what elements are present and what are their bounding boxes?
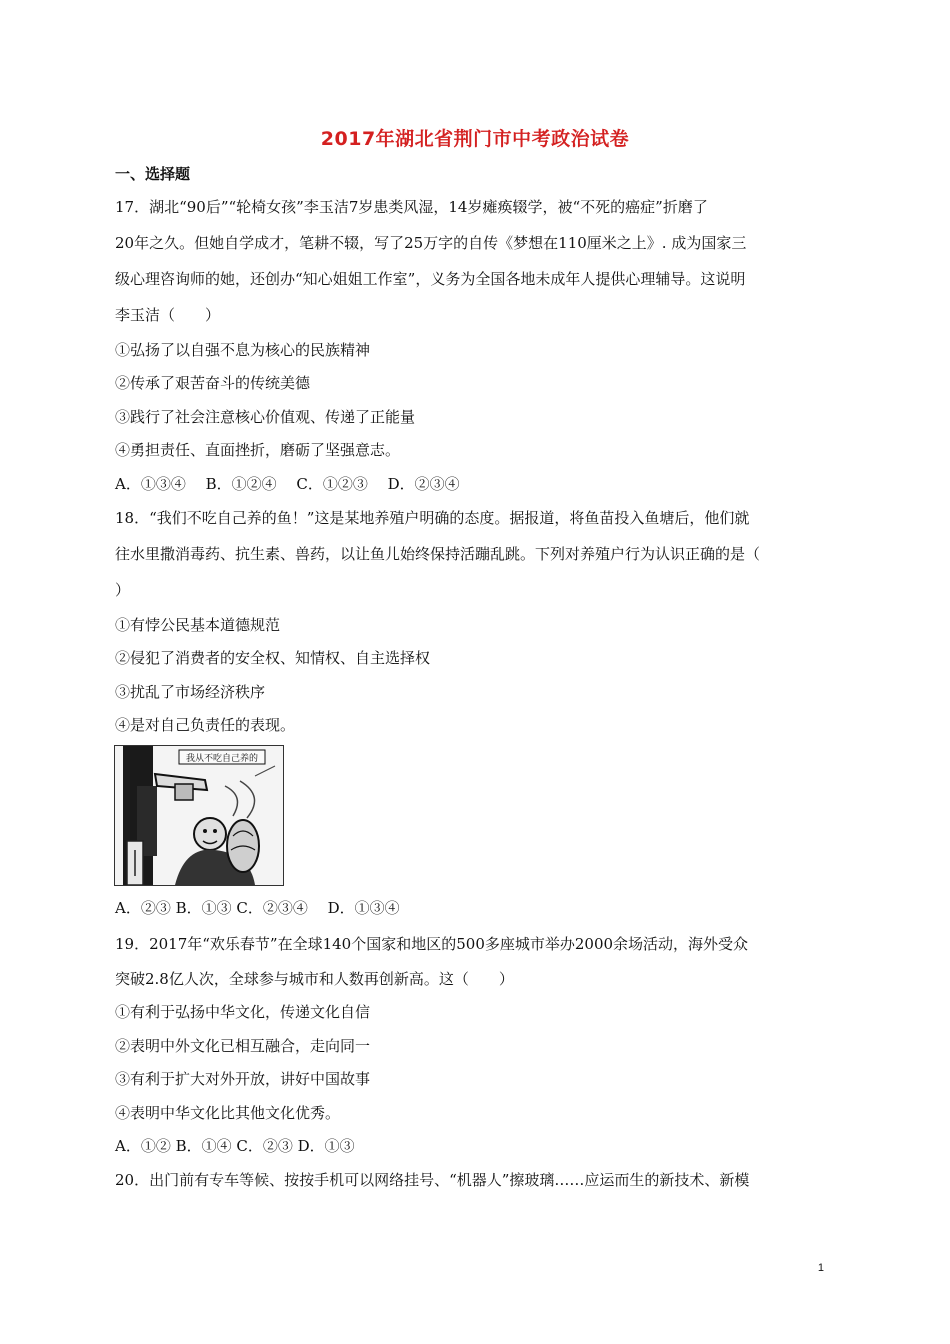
q18-answers: A．②③ B．①③ C．②③④ D．①③④ [115, 899, 400, 917]
q19-option: ③有利于扩大对外开放，讲好中国故事 [115, 1070, 371, 1088]
q19-option: ④表明中华文化比其他文化优秀。 [115, 1104, 341, 1122]
q18-option: ④是对自己负责任的表现。 [115, 716, 296, 734]
q20-text-line: 20．出门前有专车等候、按按手机可以网络挂号、“机器人”擦玻璃……应运而生的新技术、新模 [115, 1171, 750, 1189]
q17-text-line: 20年之久。但她自学成才，笔耕不辍，写了25万字的自传《梦想在110厘米之上》. 成为国家三 [115, 234, 747, 252]
q17-answers: A．①③④ B．①②④ C．①②③ D．②③④ [115, 475, 460, 493]
q19-text-line: 19．2017年“欢乐春节”在全球140个国家和地区的500多座城市举办2000余场活动，海外受众 [115, 935, 749, 953]
q18-text-line: 18．“我们不吃自己养的鱼！”这是某地养殖户明确的态度。据报道，将鱼苗投入鱼塘后，他们就 [115, 509, 750, 527]
q19-option: ①有利于弘扬中华文化，传递文化自信 [115, 1003, 371, 1021]
q17-text-line: 级心理咨询师的她，还创办“知心姐姐工作室”，义务为全国各地未成年人提供心理辅导。这说明 [115, 270, 746, 288]
q17-option: ①弘扬了以自强不息为核心的民族精神 [115, 341, 371, 359]
page-number: 1 [817, 1262, 824, 1274]
q18-text-line: 往水里撒消毒药、抗生素、兽药，以让鱼儿始终保持活蹦乱跳。下列对养殖户行为认识正确的是（ [115, 545, 761, 563]
q19-option: ②表明中外文化已相互融合，走向同一 [115, 1037, 371, 1055]
q18-option: ②侵犯了消费者的安全权、知情权、自主选择权 [115, 649, 431, 667]
q17-text-line: 17．湖北“90后”“轮椅女孩”李玉洁7岁患类风湿，14岁瘫痪辍学，被“不死的癌症”折磨了 [115, 198, 708, 216]
q17-option: ④勇担责任、直面挫折，磨砺了坚强意志。 [115, 441, 401, 459]
page-title: 2017年湖北省荆门市中考政治试卷 [320, 128, 630, 150]
q17-option: ③践行了社会注意核心价值观、传递了正能量 [115, 408, 416, 426]
q17-text-line: 李玉洁（ ） [115, 306, 221, 324]
q18-option: ①有悖公民基本道德规范 [115, 616, 281, 634]
cartoon-caption: 我从不吃自己养的 [185, 754, 259, 764]
q18-text-line: ） [115, 581, 131, 599]
q18-option: ③扰乱了市场经济秩序 [115, 683, 266, 701]
q19-text-line: 突破2.8亿人次，全球参与城市和人数再创新高。这（ ） [115, 970, 514, 988]
q19-answers: A．①② B．①④ C．②③ D．①③ [115, 1137, 355, 1155]
cartoon-figure [114, 745, 284, 886]
cartoon-illustration [115, 746, 283, 885]
q17-option: ②传承了艰苦奋斗的传统美德 [115, 374, 311, 392]
section-heading: 一、选择题 [115, 165, 191, 183]
